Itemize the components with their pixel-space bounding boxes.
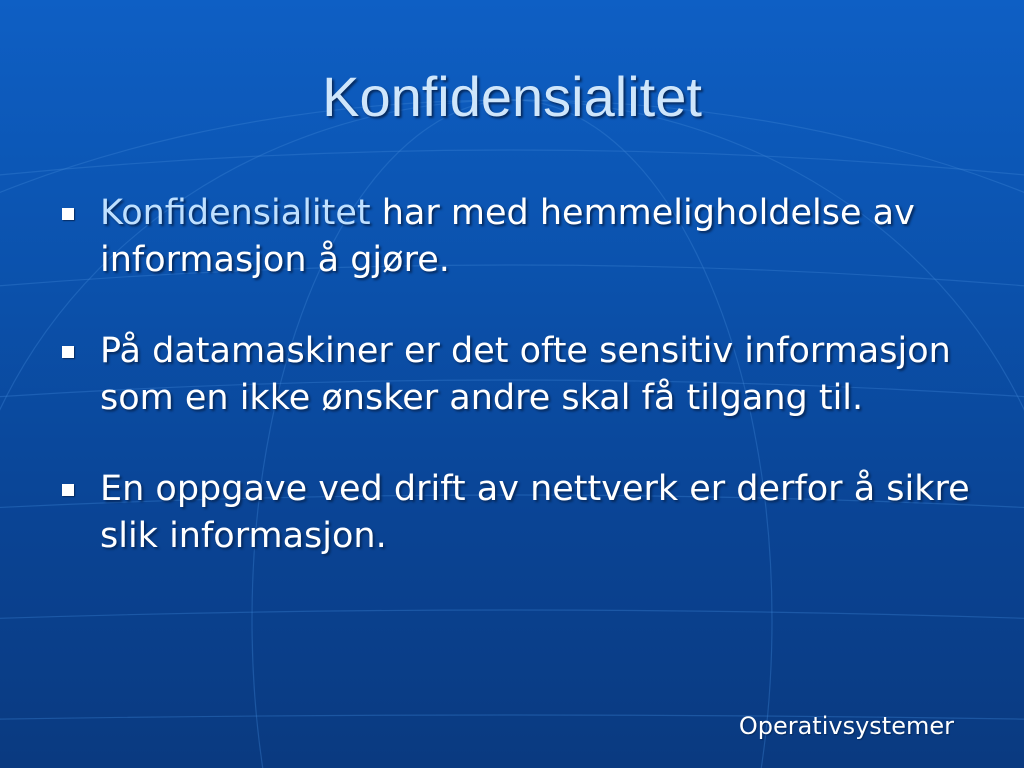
bullet-text: På datamaskiner er det ofte sensitiv informasjon som en ikke ønsker andre skal få tilgang til.	[100, 331, 951, 418]
bullet-highlight-text: Konfidensialitet	[100, 193, 371, 233]
slide-footer: Operativsystemer	[738, 712, 954, 740]
square-bullet-icon	[62, 346, 74, 358]
bullet-item	[62, 328, 982, 422]
bullet-text: En oppgave ved drift av nettverk er derfor å sikre slik informasjon.	[100, 469, 970, 556]
bullet-list	[62, 190, 982, 560]
square-bullet-icon	[62, 484, 74, 496]
bullet-item	[62, 190, 982, 284]
square-bullet-icon	[62, 208, 74, 220]
bullet-item	[62, 466, 982, 560]
slide-title: Konfidensialitet	[322, 65, 702, 128]
bullet-text: har med hemmeligholdelse av informasjon å gjøre.	[100, 193, 915, 280]
